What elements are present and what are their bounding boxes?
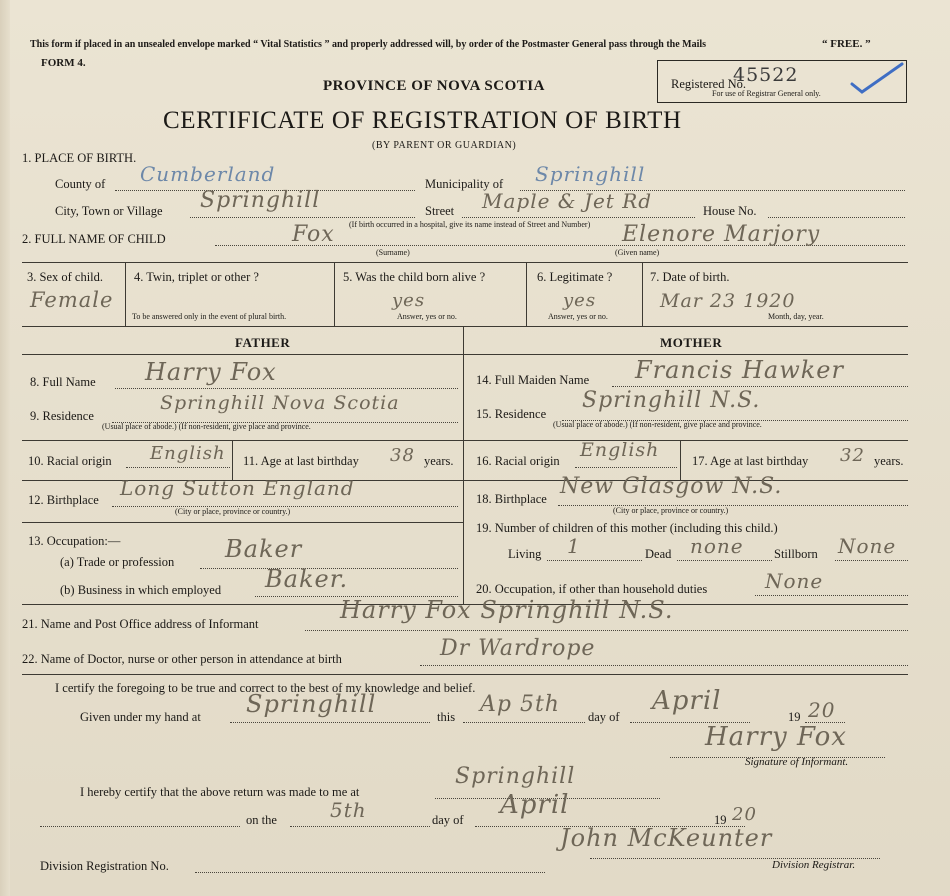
father-occ-label: 13. Occupation:— (28, 534, 121, 548)
stillborn-label: Stillborn (774, 547, 818, 561)
checkmark-icon (848, 60, 906, 94)
given-day-of: day of (588, 710, 620, 724)
mother-name-label: 14. Full Maiden Name (476, 373, 590, 387)
given-year-prefix: 19 (788, 710, 801, 724)
father-res-note: (Usual place of abode.) (If non-resident, give place and province. (102, 422, 311, 431)
father-age-label: 11. Age at last birthday (243, 454, 359, 468)
registrar-caption: Division Registrar. (772, 859, 856, 871)
registered-note: For use of Registrar General only. (712, 89, 821, 98)
mother-age: 32 (840, 445, 865, 466)
alive-value: yes (392, 290, 426, 311)
given-place: Springhill (246, 690, 377, 718)
dead-label: Dead (645, 547, 672, 561)
place-heading: 1. PLACE OF BIRTH. (22, 151, 137, 165)
informant-signature: Harry Fox (705, 722, 847, 752)
stillborn-value: None (838, 534, 897, 558)
mother-res-note: (Usual place of abode.) (If non-resident, give place and province. (553, 420, 762, 429)
page-subtitle: (BY PARENT OR GUARDIAN) (372, 140, 517, 151)
father-heading: FATHER (235, 335, 291, 350)
trade-value: Baker (225, 535, 303, 563)
legit-label: 6. Legitimate ? (537, 270, 613, 284)
father-name: Harry Fox (145, 358, 277, 386)
house-label: House No. (703, 204, 757, 218)
date-value: Mar 23 1920 (660, 290, 796, 312)
county-value: Cumberland (140, 162, 276, 186)
registrar-day-of: day of (432, 813, 464, 827)
given-year: 20 (808, 698, 836, 722)
twin-note: To be answered only in the event of plural birth. (132, 312, 287, 321)
date-note: Month, day, year. (768, 312, 824, 321)
registrar-year: 20 (732, 804, 757, 825)
children-label: 19. Number of children of this mother (including this child.) (476, 521, 778, 535)
registrar-signature: John McKeunter (560, 824, 773, 852)
this-label: this (437, 710, 456, 724)
father-race: English (150, 443, 226, 464)
informant-value: Harry Fox Springhill N.S. (340, 596, 674, 624)
street-value: Maple & Jet Rd (482, 189, 653, 213)
mother-res-label: 15. Residence (476, 407, 547, 421)
signature-caption: Signature of Informant. (745, 756, 849, 768)
sex-value: Female (30, 288, 114, 312)
division-reg-label: Division Registration No. (40, 859, 169, 873)
living-value: 1 (567, 534, 581, 558)
page-edge (0, 0, 10, 896)
date-label: 7. Date of birth. (650, 270, 730, 284)
father-birthplace: Long Sutton England (120, 476, 355, 500)
father-res-label: 9. Residence (30, 409, 94, 423)
given-caption: (Given name) (615, 248, 660, 257)
sex-label: 3. Sex of child. (27, 270, 104, 284)
legit-note: Answer, yes or no. (548, 312, 608, 321)
alive-label: 5. Was the child born alive ? (343, 270, 486, 284)
mother-occ-label: 20. Occupation, if other than household duties (476, 582, 708, 596)
registered-number: 45522 (733, 64, 799, 86)
county-label: County of (55, 177, 106, 191)
dead-value: none (690, 534, 744, 558)
certify-text: I certify the foregoing to be true and correct to the best of my knowledge and belief. (55, 681, 476, 695)
municipality-label: Municipality of (425, 177, 504, 191)
page-title: CERTIFICATE OF REGISTRATION OF BIRTH (163, 107, 682, 134)
registrar-place: Springhill (455, 764, 576, 789)
mother-race: English (580, 439, 660, 461)
registrar-month: April (500, 790, 570, 820)
business-value: Baker. (265, 565, 349, 593)
doctor-value: Dr Wardrope (440, 636, 596, 661)
given-day: Ap 5th (480, 692, 560, 717)
father-residence: Springhill Nova Scotia (160, 392, 400, 414)
registrar-year-prefix: 19 (714, 813, 727, 827)
given-month: April (652, 686, 722, 716)
legit-value: yes (563, 290, 597, 311)
mother-race-label: 16. Racial origin (476, 454, 560, 468)
father-race-label: 10. Racial origin (28, 454, 112, 468)
child-surname: Fox (292, 222, 335, 247)
alive-note: Answer, yes or no. (397, 312, 457, 321)
father-age: 38 (390, 445, 415, 466)
on-label: on the (246, 813, 277, 827)
mother-bp-label: 18. Birthplace (476, 492, 547, 506)
form-number: FORM 4. (41, 57, 86, 69)
mother-maiden-name: Francis Hawker (635, 356, 844, 384)
informant-label: 21. Name and Post Office address of Informant (22, 617, 259, 631)
mother-birthplace: New Glasgow N.S. (560, 474, 783, 499)
mail-notice: This form if placed in an unsealed envelope marked “ Vital Statistics ” and properly addressed will, by order of the Postmaster General pass through the Mails (30, 39, 707, 50)
twin-label: 4. Twin, triplet or other ? (134, 270, 259, 284)
given-label: Given under my hand at (80, 710, 201, 724)
free-notice: “ FREE. ” (822, 38, 871, 50)
mother-heading: MOTHER (660, 335, 723, 350)
registered-label: Registered No. (671, 77, 746, 91)
registrar-text: I hereby certify that the above return was made to me at (80, 785, 360, 799)
child-given-name: Elenore Marjory (622, 222, 821, 247)
mother-residence: Springhill N.S. (582, 388, 761, 413)
hospital-note: (If birth occurred in a hospital, give its name instead of Street and Number) (349, 220, 591, 229)
mother-bp-note: (City or place, province or country.) (613, 506, 729, 515)
registrar-day: 5th (330, 798, 367, 822)
trade-label: (a) Trade or profession (60, 555, 175, 569)
father-bp-label: 12. Birthplace (28, 493, 99, 507)
street-label: Street (425, 204, 455, 218)
mother-years: years. (874, 454, 904, 468)
surname-caption: (Surname) (376, 248, 410, 257)
father-bp-note: (City or place, province or country.) (175, 507, 291, 516)
father-name-label: 8. Full Name (30, 375, 96, 389)
mother-occupation: None (765, 569, 824, 593)
living-label: Living (508, 547, 542, 561)
province-heading: PROVINCE OF NOVA SCOTIA (323, 78, 545, 94)
father-years: years. (424, 454, 454, 468)
city-value: Springhill (200, 188, 321, 213)
business-label: (b) Business in which employed (60, 583, 222, 597)
municipality-value: Springhill (535, 162, 646, 186)
child-name-label: 2. FULL NAME OF CHILD (22, 232, 166, 246)
mother-age-label: 17. Age at last birthday (692, 454, 809, 468)
doctor-label: 22. Name of Doctor, nurse or other person in attendance at birth (22, 652, 342, 666)
city-label: City, Town or Village (55, 204, 163, 218)
